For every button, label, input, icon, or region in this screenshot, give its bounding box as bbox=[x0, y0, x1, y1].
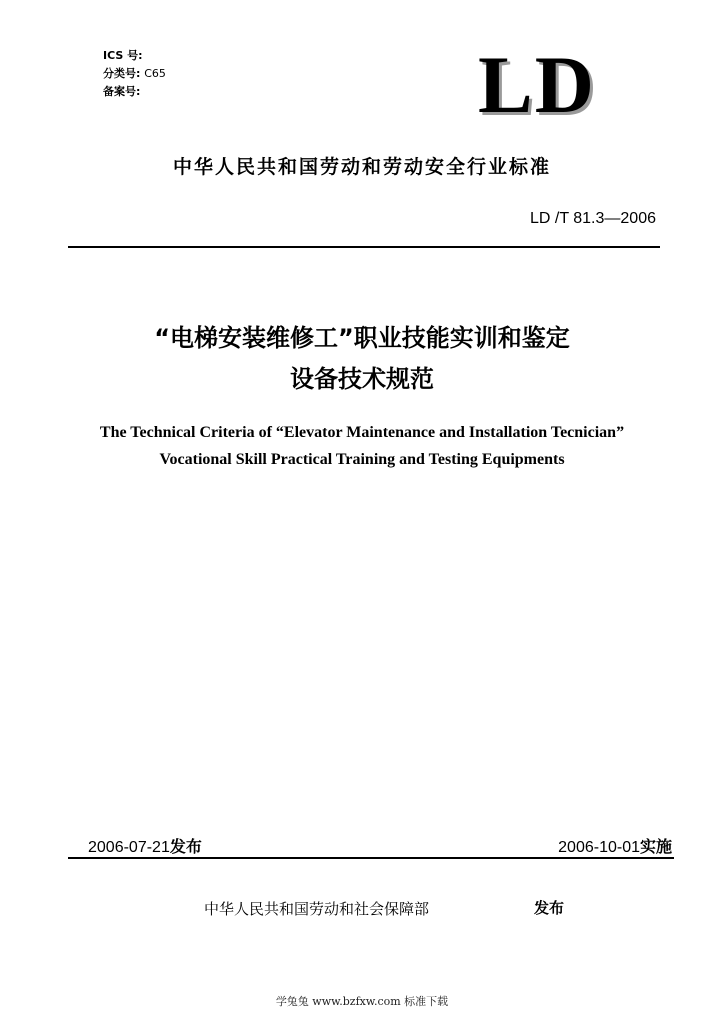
ics-number-label: ICS 号: bbox=[103, 49, 143, 62]
classification-number-row bbox=[103, 65, 166, 83]
document-metadata bbox=[103, 47, 166, 101]
standard-number: LD /T 81.3—2006 bbox=[529, 210, 656, 227]
english-title bbox=[0, 419, 724, 473]
chinese-title-line-1: “电梯安装维修工”职业技能实训和鉴定 bbox=[154, 324, 570, 352]
implement-date-label: 实施 bbox=[639, 837, 672, 856]
bottom-divider bbox=[68, 857, 674, 859]
chinese-title bbox=[0, 318, 724, 400]
ld-logo: LD bbox=[478, 39, 596, 130]
implement-date-value: 2006-10-01 bbox=[558, 839, 640, 856]
record-number-row bbox=[103, 83, 166, 101]
record-number-label: 备案号: bbox=[103, 85, 141, 98]
english-title-line-1: The Technical Criteria of “Elevator Maintenance and Installation Tecnician” bbox=[99, 424, 625, 441]
publish-date bbox=[88, 834, 202, 857]
english-title-line-2: Vocational Skill Practical Training and Testing Equipments bbox=[159, 451, 565, 468]
classification-number-label: 分类号: bbox=[103, 67, 141, 80]
footer-watermark: 学兔兔 www.bzfxw.com 标准下载 bbox=[275, 995, 449, 1008]
chinese-title-line-2: 设备技术规范 bbox=[290, 365, 434, 393]
industry-standard-title: 中华人民共和国劳动和劳动安全行业标准 bbox=[172, 156, 551, 178]
publish-date-label: 发布 bbox=[169, 837, 202, 856]
issuing-authority: 中华人民共和国劳动和社会保障部 bbox=[204, 900, 430, 918]
ics-number-row bbox=[103, 47, 166, 65]
implement-date bbox=[558, 834, 672, 857]
issuing-label: 发布 bbox=[534, 899, 565, 917]
top-divider bbox=[68, 246, 660, 248]
classification-number-value: C65 bbox=[144, 67, 166, 80]
publish-date-value: 2006-07-21 bbox=[88, 839, 170, 856]
